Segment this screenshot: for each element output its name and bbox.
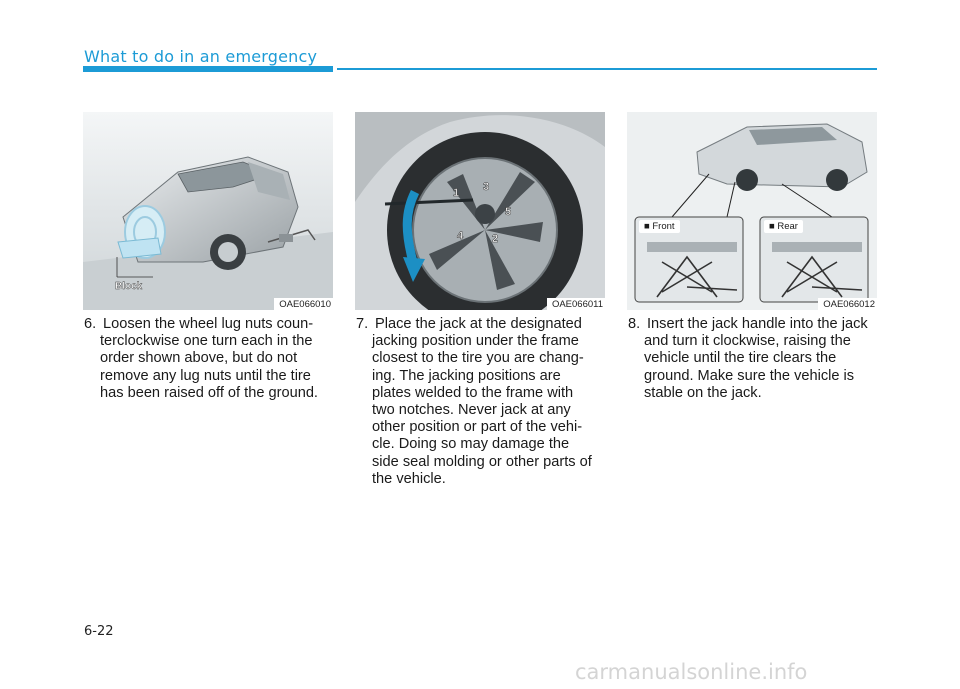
step-line: two notches. Never jack at any — [372, 402, 571, 419]
watermark: carmanualsonline.info — [575, 660, 808, 684]
step-line: terclockwise one turn each in the — [100, 333, 313, 350]
step-line: other position or part of the vehi- — [372, 419, 583, 436]
step-line: ground. Make sure the vehicle is — [644, 367, 855, 384]
figure-code: OAE066010 — [274, 298, 333, 310]
step-line: ing. The jacking positions are — [372, 367, 561, 384]
figure-code: OAE066011 — [547, 298, 605, 310]
rear-label: ■ Rear — [764, 220, 803, 233]
step-line: has been raised off of the ground. — [100, 384, 318, 401]
block-label: Block — [115, 281, 143, 292]
car-block-illustration — [83, 112, 333, 310]
jack-illustration — [627, 112, 877, 310]
figure-code: OAE066012 — [818, 298, 877, 310]
step-line: Insert the jack handle into the jack — [647, 316, 868, 332]
header-rule — [337, 68, 877, 70]
step-line: jacking position under the frame — [372, 333, 579, 350]
step-line: closest to the tire you are chang- — [372, 350, 584, 367]
step-line: plates welded to the frame with — [372, 384, 574, 401]
figure-wheel-lug-order — [355, 112, 605, 310]
step-number: 8. — [628, 316, 641, 332]
step-line: side seal molding or other parts of — [372, 453, 592, 470]
step-line: the vehicle. — [372, 470, 446, 487]
step-line: Place the jack at the designated — [375, 316, 582, 332]
front-label: ■ Front — [639, 220, 680, 233]
lug-label-5: 5 — [505, 206, 512, 218]
header-accent-bar — [83, 66, 333, 72]
figure-jack-positions — [627, 112, 877, 310]
lug-label-3: 3 — [483, 181, 490, 193]
figure-car-block — [83, 112, 333, 310]
step-line: remove any lug nuts until the tire — [100, 367, 311, 384]
step-line: order shown above, but do not — [100, 350, 298, 367]
step-line: cle. Doing so may damage the — [372, 436, 570, 453]
step-line: stable on the jack. — [644, 384, 762, 401]
page-number: 6-22 — [84, 624, 114, 639]
step-number: 7. — [356, 316, 369, 332]
step-8 — [628, 316, 878, 402]
step-7 — [356, 316, 606, 488]
step-line: and turn it clockwise, raising the — [644, 333, 851, 350]
wheel-illustration — [355, 112, 605, 310]
lug-label-2: 2 — [492, 233, 499, 245]
lug-label-4: 4 — [457, 230, 464, 242]
lug-label-1: 1 — [453, 187, 460, 199]
step-line: Loosen the wheel lug nuts coun- — [103, 316, 314, 332]
step-line: vehicle until the tire clears the — [644, 350, 837, 367]
step-6 — [84, 316, 334, 402]
section-title: What to do in an emergency — [84, 47, 318, 66]
step-number: 6. — [84, 316, 97, 332]
